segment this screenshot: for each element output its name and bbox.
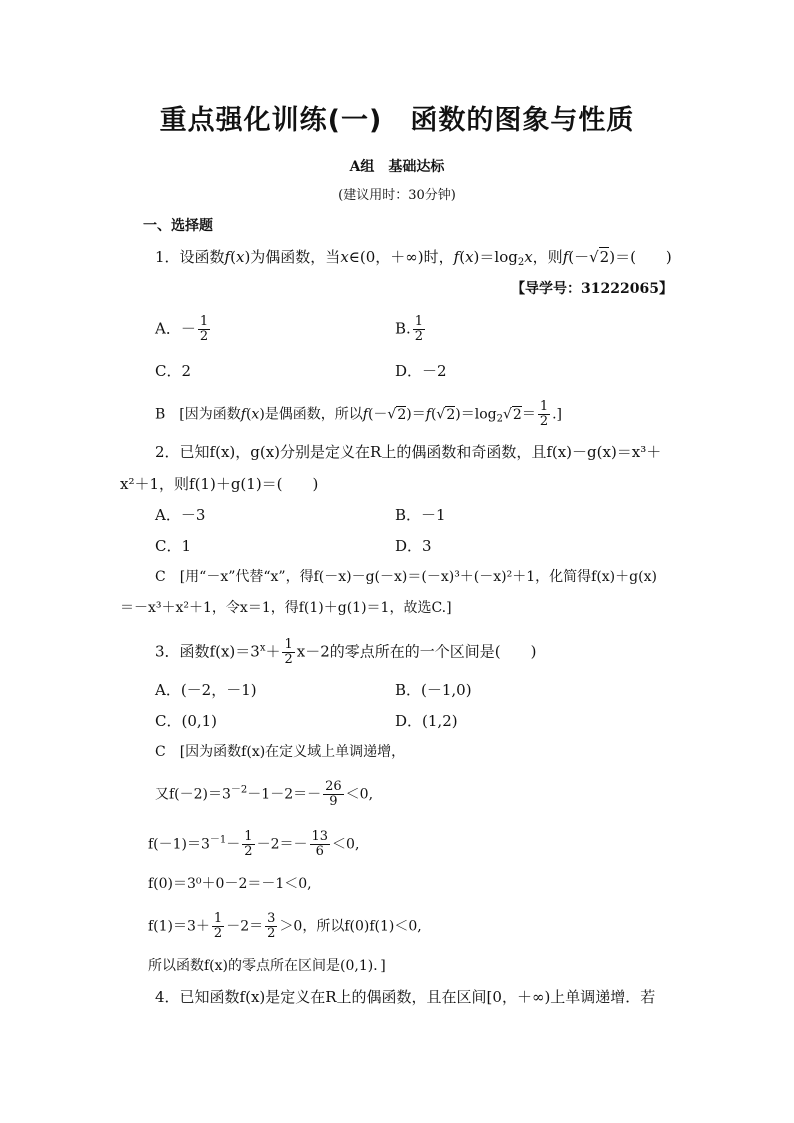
section-heading: 一、选择题 <box>143 218 213 234</box>
question-2-option-b: B．－1 <box>395 506 446 524</box>
question-1-stem: 1．设函数f(x)为偶函数，当x∈(0，＋∞)时，$f(x)=\log_2x$，则f(－√2)＝( ) <box>155 248 672 268</box>
question-3-solution-line5: f(1)＝3＋ $\frac{1}{2}$ －2＝ $\frac{3}{2}$ ＞0，所以f(0)f(1)＜0, <box>148 911 422 941</box>
question-3-stem: 3．函数$f(x)=3^x+$ $\frac{1}{2}$ x－2的零点所在的一个区间是( ) <box>155 637 537 667</box>
group-heading: A组 基础达标 <box>349 159 445 175</box>
question-3-solution-line2: 又$f(-2)=3^{-2}-1-2=-$ $\frac{26}{9}$ ＜0, <box>155 779 374 809</box>
question-1-option-b: B. $\frac{1}{2}$ <box>395 314 424 344</box>
question-1-option-c: C．2 <box>155 362 192 380</box>
time-suggestion: (建议用时：30分钟) <box>338 188 456 203</box>
question-2-stem-line2: x²＋1，则f(1)＋g(1)＝( ) <box>120 475 319 493</box>
question-3-solution-line1: C [因为函数f(x)在定义域上单调递增， <box>155 744 406 760</box>
question-4-stem-line1: 4．已知函数f(x)是定义在R上的偶函数，且在区间[0，＋∞)上单调递增．若 <box>155 988 656 1006</box>
question-3-option-b: B．(－1,0) <box>395 681 472 699</box>
question-3-solution-line4: f(0)＝3⁰＋0－2＝－1＜0, <box>148 876 312 892</box>
guide-number: 【导学号：31222065】 <box>511 281 673 297</box>
question-2-solution-line1: C [用“－x”代替“x”，得f(－x)－g(－x)＝(－x)³＋(－x)²＋1，化简得f(x)＋g(x) <box>155 569 657 585</box>
question-2-option-c: C．1 <box>155 537 192 555</box>
question-3-option-d: D．(1,2) <box>395 712 458 730</box>
question-2-stem-line1: 2．已知f(x)，g(x)分别是定义在R上的偶函数和奇函数，且f(x)－g(x)＝x³＋ <box>155 443 662 461</box>
question-2-option-a: A．－3 <box>155 506 206 524</box>
question-3-option-c: C．(0,1) <box>155 712 218 730</box>
question-2-solution-line2: ＝－x³＋x²＋1，令x＝1，得f(1)＋g(1)＝1，故选C.] <box>120 600 452 616</box>
question-3-solution-line6: 所以函数f(x)的零点所在区间是(0,1)．] <box>148 958 386 974</box>
question-3-option-a: A．(－2，－1) <box>155 681 257 699</box>
question-2-option-d: D．3 <box>395 537 432 555</box>
question-1-option-a: A．－ $\frac{1}{2}$ <box>155 314 209 344</box>
question-3-solution-line3: $f(-1)=3^{-1}-$ $\frac{1}{2}$ －2＝－ $\frac{13}{6}$ ＜0, <box>148 829 360 859</box>
question-1-option-d: D．－2 <box>395 362 447 380</box>
question-1-solution: B [因为函数f(x)是偶函数，所以$f(-√2)=f(√2)=\log_2√2=$ $\frac{1}{2}$ .] <box>155 399 563 429</box>
page-title: 重点强化训练(一) 函数的图象与性质 <box>159 105 635 136</box>
